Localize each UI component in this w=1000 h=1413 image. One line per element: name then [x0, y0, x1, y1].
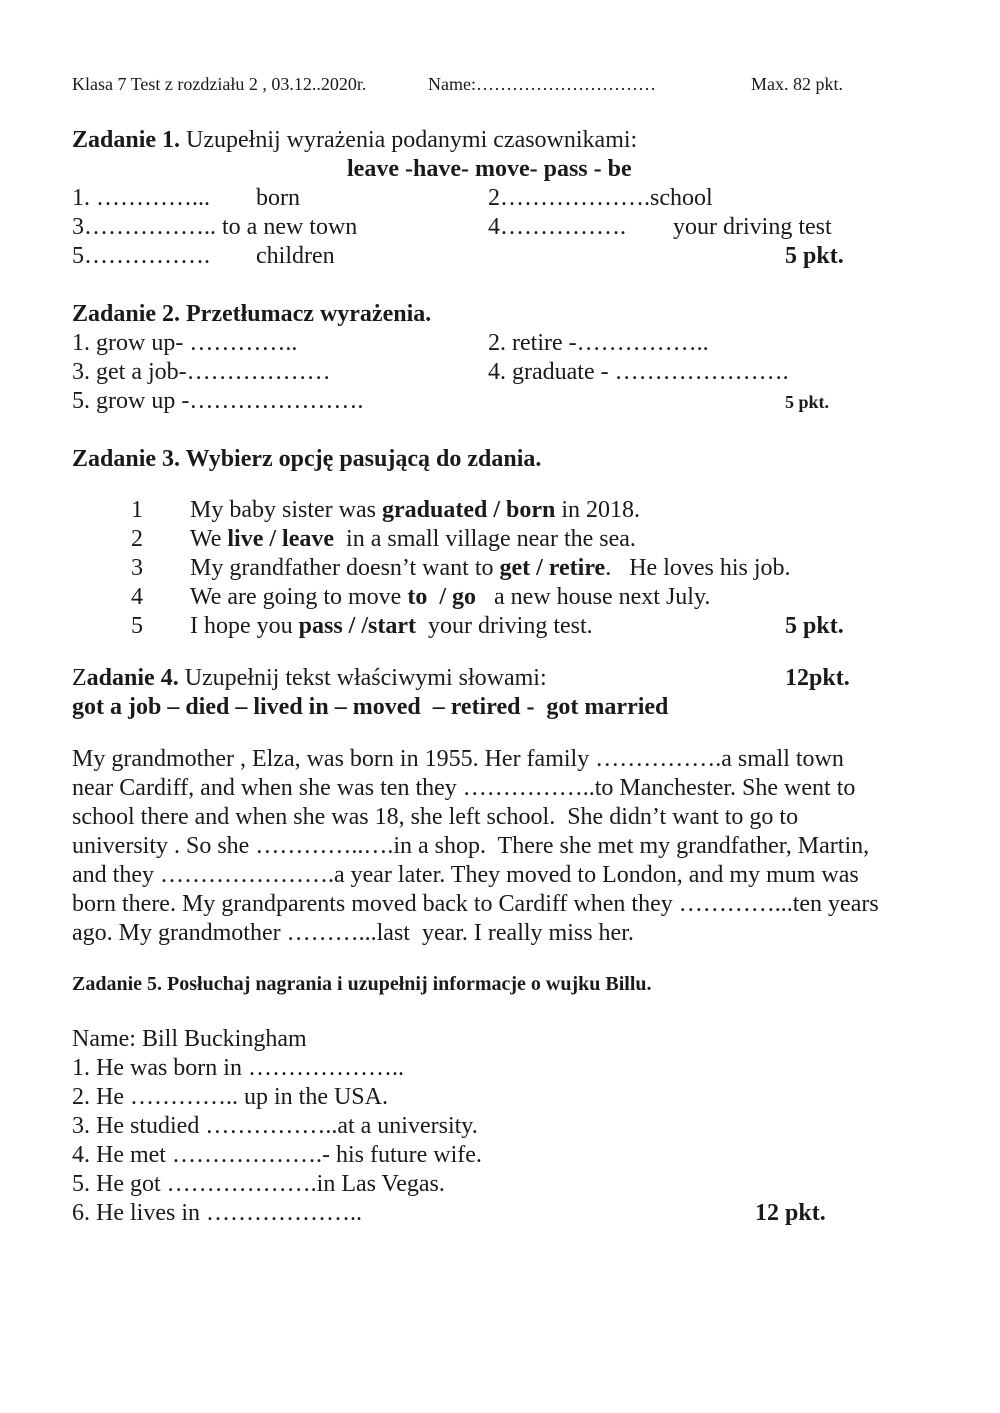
- task3-item-3-before: My grandfather doesn’t want to: [190, 555, 500, 581]
- task3-item-1-after: in 2018.: [555, 497, 641, 523]
- task5-title: Zadanie 5. Posłuchaj nagrania i uzupełnij informacje o wujku Billu.: [72, 973, 652, 995]
- task5-name-line: Name: Bill Buckingham: [72, 1026, 307, 1052]
- task4-title: [72, 666, 547, 690]
- task3-item-1-before: My baby sister was: [190, 497, 382, 523]
- task5-item-2: 2. He ………….. up in the USA.: [72, 1084, 388, 1110]
- task3-item-5-options: pass / /start: [298, 613, 416, 639]
- task3-item-2-num: 2: [131, 526, 143, 552]
- task1-item-2-text: school: [650, 185, 713, 211]
- task3-item-1: [190, 498, 640, 522]
- task3-item-4-options: to / go: [407, 584, 477, 610]
- task4-text-line-4: university . So she …………..….in a shop. There she met my grandfather, Martin,: [72, 833, 870, 859]
- task5-item-6: 6. He lives in ………………..: [72, 1200, 362, 1226]
- task3-item-5: [190, 614, 593, 638]
- task3-title: Zadanie 3. Wybierz opcję pasującą do zdania.: [72, 446, 542, 472]
- task1-item-3-text: to a new town: [222, 214, 358, 240]
- task1-item-5-text: children: [256, 243, 335, 269]
- task3-points: 5 pkt.: [785, 613, 844, 639]
- task3-item-4-after: a new house next July.: [476, 584, 711, 610]
- task2-item-3: 3. get a job-………………: [72, 359, 331, 385]
- task4-text-line-2: near Cardiff, and when she was ten they ……………..to Manchester. She went to: [72, 775, 856, 801]
- task4-text-line-1: My grandmother , Elza, was born in 1955. Her family …………….a small town: [72, 746, 844, 772]
- task2-item-1: 1. grow up- …………..: [72, 330, 298, 356]
- name-field: Name:…………………………: [428, 74, 656, 94]
- task4-points: 12pkt.: [785, 665, 850, 691]
- task3-item-5-num: 5: [131, 613, 143, 639]
- task1-item-4-text: your driving test: [673, 214, 832, 240]
- task4-title-bold: adanie 4.: [86, 665, 179, 691]
- task1-item-5-num: 5…………….: [72, 243, 210, 269]
- task3-item-5-after: your driving test.: [416, 613, 593, 639]
- task1-title: [72, 128, 637, 152]
- task5-item-5: 5. He got ……………….in Las Vegas.: [72, 1171, 445, 1197]
- task5-item-1: 1. He was born in ………………..: [72, 1055, 404, 1081]
- task3-item-2-after: in a small village near the sea.: [334, 526, 636, 552]
- task4-text-line-3: school there and when she was 18, she left school. She didn’t want to go to: [72, 804, 799, 830]
- task2-points: 5 pkt.: [785, 392, 830, 412]
- task4-title-z: Z: [72, 665, 87, 691]
- task3-item-1-num: 1: [131, 497, 143, 523]
- task2-item-2: 2. retire -……………..: [488, 330, 709, 356]
- task1-verbs: leave -have- move- pass - be: [347, 156, 632, 182]
- task3-item-3-after: . He loves his job.: [605, 555, 791, 581]
- task3-item-2: [190, 527, 636, 551]
- task1-item-1-num: 1. …………...: [72, 185, 210, 211]
- task3-item-4: [190, 585, 710, 609]
- task1-title-rest: Uzupełnij wyrażenia podanymi czasownikami:: [180, 127, 638, 153]
- class-info: Klasa 7 Test z rozdziału 2 , 03.12..2020r.: [72, 74, 367, 94]
- task3-item-3-options: get / retire: [499, 555, 606, 581]
- task3-item-3: [190, 556, 791, 580]
- task2-item-5: 5. grow up -………………….: [72, 388, 364, 414]
- task3-item-2-options: live / leave: [227, 526, 335, 552]
- task1-points: 5 pkt.: [785, 243, 844, 269]
- task1-item-3: [72, 215, 357, 239]
- max-points: Max. 82 pkt.: [751, 74, 843, 94]
- task4-words: got a job – died – lived in – moved – retired - got married: [72, 694, 669, 720]
- task3-item-2-before: We: [190, 526, 228, 552]
- task3-item-1-options: graduated / born: [381, 497, 556, 523]
- task1-title-bold: Zadanie 1.: [72, 127, 181, 153]
- task2-item-4: 4. graduate - ………………….: [488, 359, 789, 385]
- task1-item-4-num: 4…………….: [488, 214, 626, 240]
- task1-item-2-num: 2……………….: [488, 185, 650, 211]
- task1-item-2: [488, 186, 713, 210]
- task3-item-4-before: We are going to move: [190, 584, 408, 610]
- task5-item-4: 4. He met ……………….- his future wife.: [72, 1142, 482, 1168]
- task5-points: 12 pkt.: [755, 1200, 826, 1226]
- task4-text-line-7: ago. My grandmother ………...last year. I really miss her.: [72, 920, 634, 946]
- task4-text-line-5: and they ………………….a year later. They moved to London, and my mum was: [72, 862, 859, 888]
- task3-item-4-num: 4: [131, 584, 143, 610]
- task3-item-5-before: I hope you: [190, 613, 299, 639]
- task4-text-line-6: born there. My grandparents moved back to Cardiff when they …………...ten years: [72, 891, 879, 917]
- task1-item-1-text: born: [256, 185, 300, 211]
- task2-title: Zadanie 2. Przetłumacz wyrażenia.: [72, 301, 432, 327]
- task4-title-rest: Uzupełnij tekst właściwymi słowami:: [178, 665, 547, 691]
- task1-item-3-num: 3……………..: [72, 214, 222, 240]
- task5-item-3: 3. He studied ……………..at a university.: [72, 1113, 478, 1139]
- task3-item-3-num: 3: [131, 555, 143, 581]
